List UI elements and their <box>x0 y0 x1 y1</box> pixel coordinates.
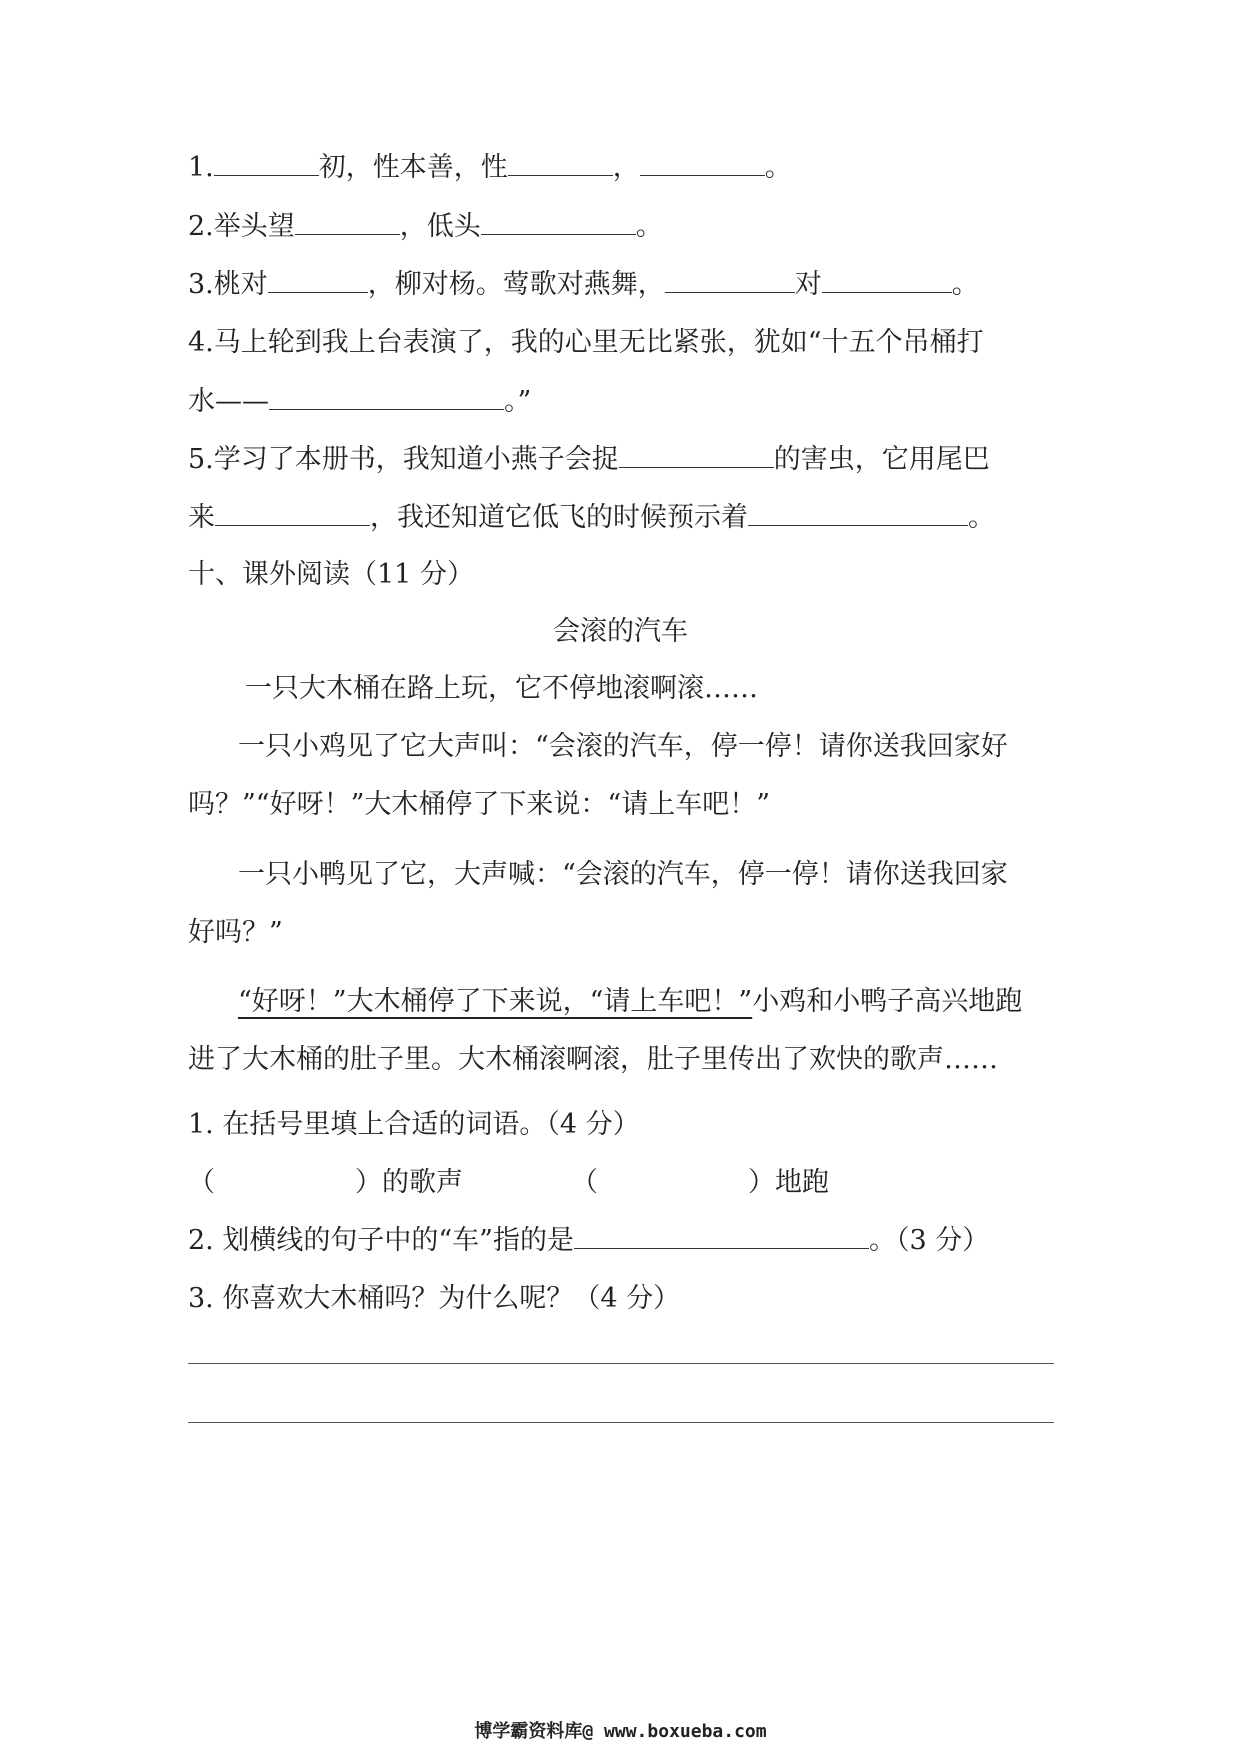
q2-text-c: 。 <box>635 211 663 242</box>
q2-text-a: 2. 划横线的句子中的“车”指的是 <box>188 1225 574 1256</box>
underlined-sentence: “好呀！”大木桶停了下来说，“请上车吧！” <box>238 986 753 1017</box>
p4-rest: 小鸡和小鸭子高兴地跑 <box>752 986 1023 1017</box>
fill-question-4-line1 <box>188 323 1058 363</box>
question-3: 3. 你喜欢大木桶吗？为什么呢？（4 分） <box>188 1283 681 1314</box>
passage-paragraph-4-line2: 进了大木桶的肚子里。大木桶滚啊滚，肚子里传出了欢快的歌声…… <box>188 1044 998 1075</box>
q5-line1b: 的害虫，它用尾巴 <box>773 444 990 475</box>
fill-question-2 <box>188 207 1058 247</box>
q2-text-b: 。（3 分） <box>868 1225 990 1256</box>
q4-text-a: 水—— <box>188 386 269 417</box>
passage-paragraph-1: 一只大木桶在路上玩，它不停地滚啊滚…… <box>245 673 758 704</box>
q5-text-a: 来 <box>188 502 215 533</box>
q3-number: 3. <box>188 269 214 300</box>
q5-line1: 学习了本册书，我知道小燕子会捉 <box>213 444 619 475</box>
q1-text-a: 初，性本善，性 <box>318 152 508 183</box>
q4-blank[interactable] <box>269 383 504 410</box>
q1-close-paren-1: ）的歌声 <box>355 1167 463 1198</box>
q4-text-b: 。” <box>504 386 532 417</box>
passage-paragraph-2-line1: 一只小鸡见了它大声叫：“会滚的汽车，停一停！请你送我回家好 <box>238 731 1008 762</box>
q3-text-b: ，柳对杨。莺歌对燕舞， <box>367 269 665 300</box>
fill-question-3 <box>188 265 1058 305</box>
q3-text-a: 桃对 <box>213 269 268 300</box>
q3-blank-2[interactable] <box>665 266 795 293</box>
answer-line-2[interactable] <box>188 1422 1054 1423</box>
question-1: 1. 在括号里填上合适的词语。（4 分） <box>188 1109 640 1140</box>
q2-blank-1[interactable] <box>295 208 400 235</box>
fill-question-5-line1 <box>188 440 1058 480</box>
q5-blank-2[interactable] <box>215 499 370 526</box>
q1-text-b: ， <box>612 152 640 183</box>
q2-blank-2[interactable] <box>481 208 636 235</box>
q1-close-paren-2: ）地跑 <box>748 1167 829 1198</box>
question-2 <box>188 1221 1058 1261</box>
q1-open-paren-1: （ <box>188 1167 215 1198</box>
q1-blank-2[interactable] <box>508 149 613 176</box>
q5-text-b: ，我还知道它低飞的时候预示着 <box>370 502 748 533</box>
passage-paragraph-3-line2: 好吗？” <box>188 917 283 948</box>
q5-blank-3[interactable] <box>748 499 968 526</box>
passage-paragraph-4-line1 <box>238 982 1108 1022</box>
answer-line-1[interactable] <box>188 1363 1054 1364</box>
q1-number: 1. <box>188 152 214 183</box>
q3-text-c: 对 <box>794 269 822 300</box>
q5-blank-1[interactable] <box>619 441 774 468</box>
fill-question-5-line2 <box>188 498 1058 538</box>
passage-paragraph-3-line1: 一只小鸭见了它，大声喊：“会滚的汽车，停一停！请你送我回家 <box>238 859 1008 890</box>
q1-blank-3[interactable] <box>640 149 765 176</box>
fill-question-4-line2 <box>188 382 1058 422</box>
q3-blank-1[interactable] <box>268 266 368 293</box>
q2-number: 2. <box>188 211 214 242</box>
q1-blank-1[interactable] <box>214 149 319 176</box>
section-title: 十、课外阅读（11 分） <box>188 559 474 590</box>
q2-answer-blank[interactable] <box>574 1222 869 1249</box>
question-1-answers <box>188 1163 1058 1203</box>
fill-question-1 <box>188 148 1058 188</box>
q4-line1: 马上轮到我上台表演了，我的心里无比紧张，犹如“十五个吊桶打 <box>213 327 984 358</box>
passage-paragraph-2-line2: 吗？”“好呀！”大木桶停了下来说：“请上车吧！” <box>188 789 771 820</box>
q1-text-c: 。 <box>764 152 792 183</box>
q5-number: 5. <box>188 444 214 475</box>
q5-text-c: 。 <box>968 502 995 533</box>
q1-open-paren-2: （ <box>571 1167 598 1198</box>
q2-text-b: ，低头 <box>399 211 481 242</box>
footer-watermark: 博学霸资料库@ www.boxueba.com <box>474 1721 767 1742</box>
q3-blank-3[interactable] <box>822 266 952 293</box>
q4-number: 4. <box>188 327 214 358</box>
passage-title: 会滚的汽车 <box>553 616 688 647</box>
q3-text-d: 。 <box>951 269 979 300</box>
q2-text-a: 举头望 <box>213 211 295 242</box>
